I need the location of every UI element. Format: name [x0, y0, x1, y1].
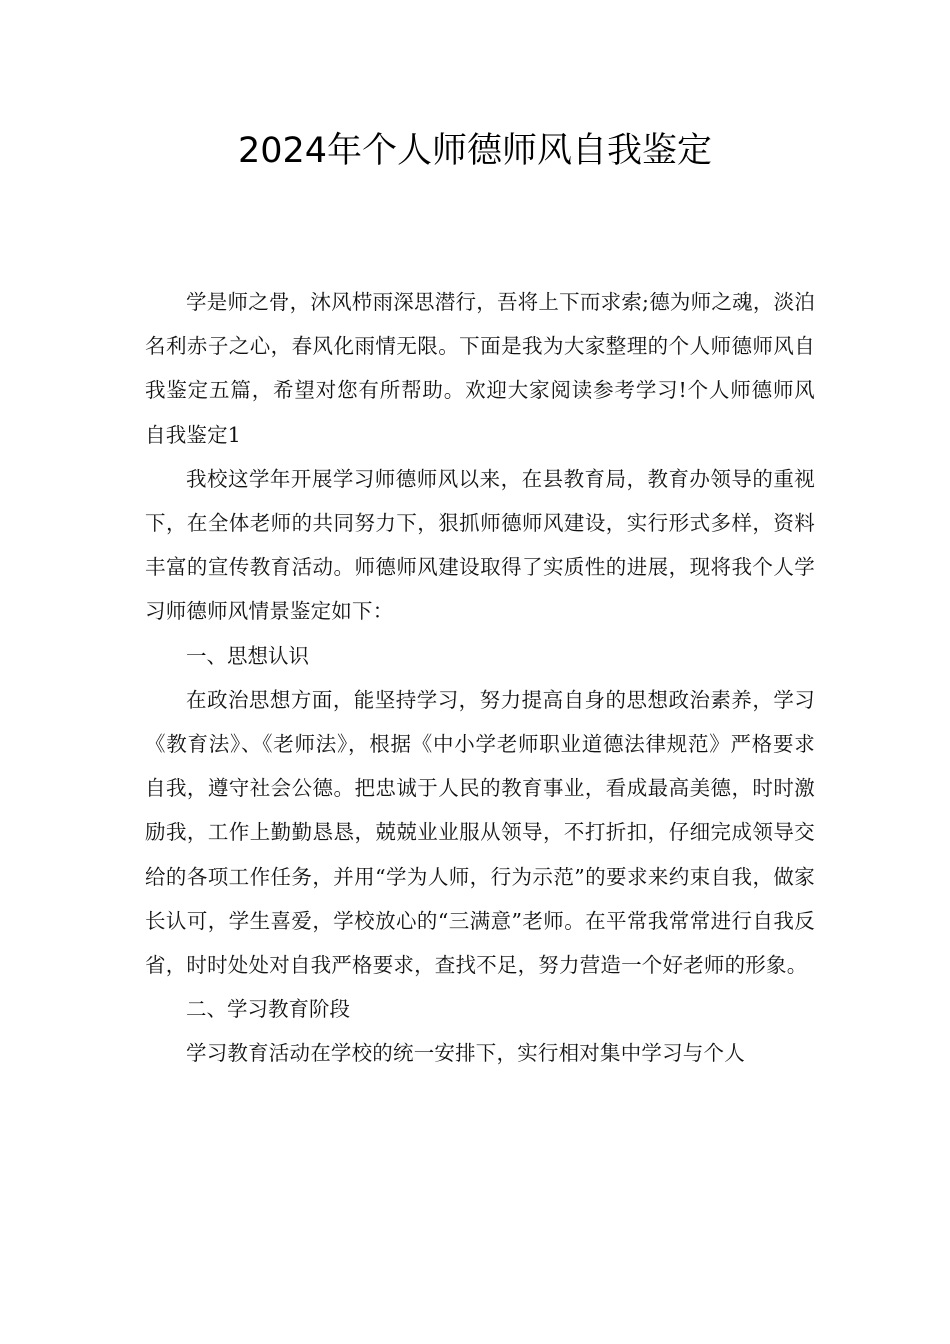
intro-paragraph: 学是师之骨，沐风栉雨深思潜行，吾将上下而求索;德为师之魂，淡泊名利赤子之心，春风化雨情无限。下面是我为大家整理的个人师德师风自我鉴定五篇，希望对您有所帮助。欢迎大家阅读参考学习!个人师德师风自我鉴定1	[145, 290, 815, 447]
document-title: 2024年个人师德师风自我鉴定	[237, 131, 713, 171]
document-body	[145, 280, 815, 1076]
summary-paragraph: 我校这学年开展学习师德师风以来，在县教育局，教育办领导的重视下，在全体老师的共同努力下，狠抓师德师风建设，实行形式多样，资料丰富的宣传教育活动。师德师风建设取得了实质性的进展，现将我个人学习师德师风情景鉴定如下：	[145, 466, 815, 624]
section-heading-thought: 一、思想认识	[186, 643, 309, 668]
study-paragraph: 学习教育活动在学校的统一安排下，实行相对集中学习与个人	[186, 1041, 745, 1066]
thought-paragraph: 在政治思想方面，能坚持学习，努力提高自身的思想政治素养，学习《教育法》、《老师法》，根据《中小学老师职业道德法律规范》严格要求自我，遵守社会公德。把忠诚于人民的教育事业，看成最高美德，时时激励我，工作上勤勤恳恳，兢兢业业服从领导，不打折扣，仔细完成领导交给的各项工作任务，并用“学为人师，行为示范”的要求来约束自我，做家长认可，学生喜爱，学校放心的“三满意”老师。在平常我常常进行自我反省，时时处处对自我严格要求，查找不足，努力营造一个好老师的形象。	[145, 687, 815, 978]
section-heading-study: 二、学习教育阶段	[186, 997, 350, 1022]
